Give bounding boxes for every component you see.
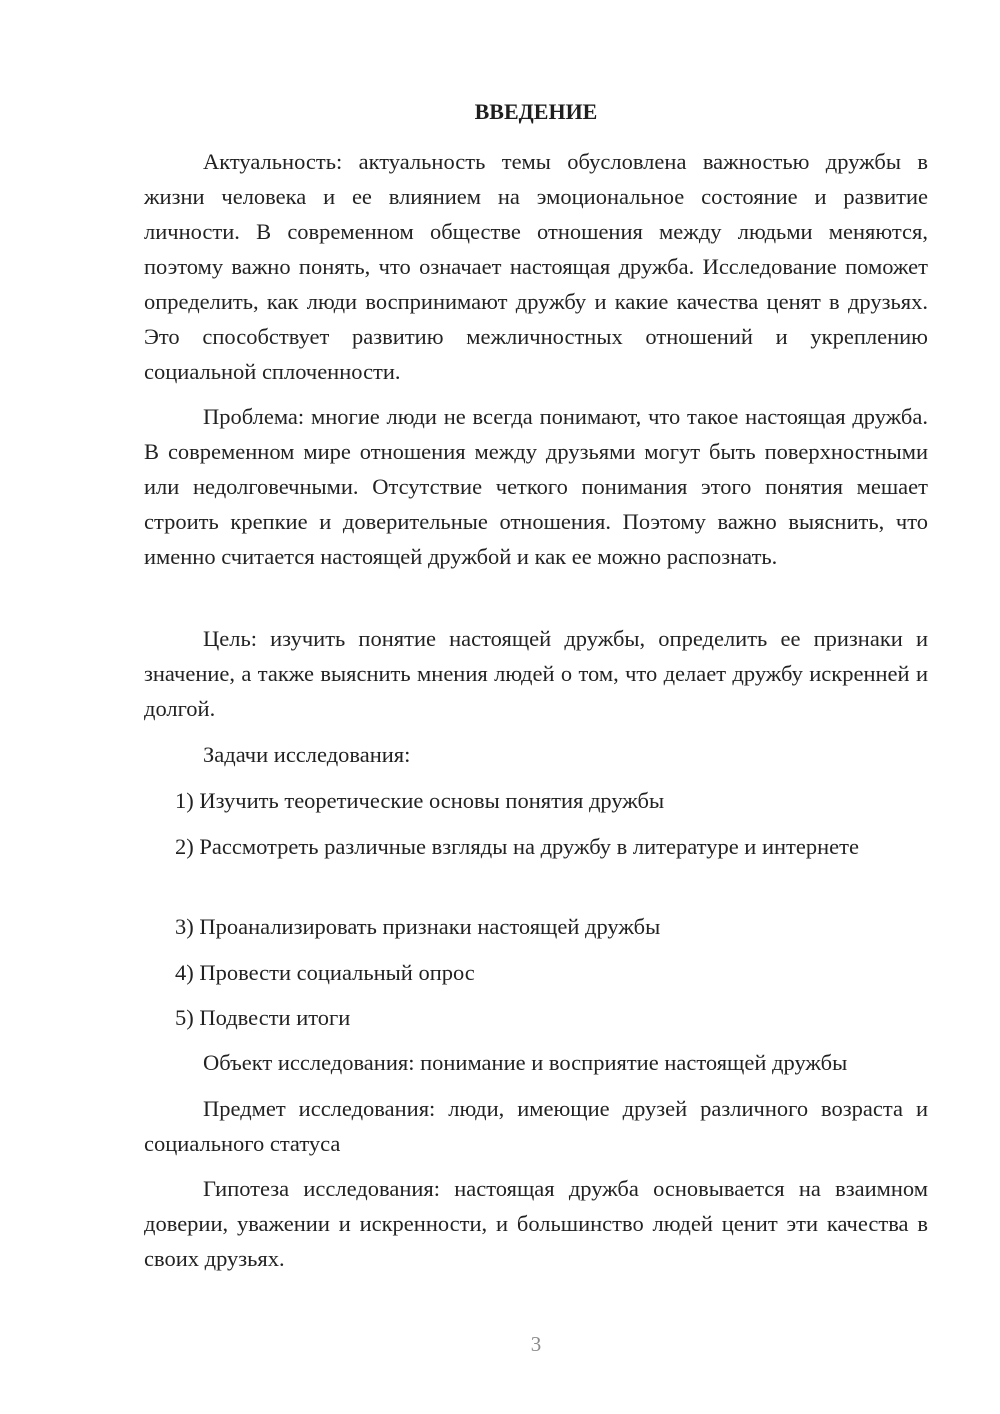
task-item: 4) Провести социальный опрос — [175, 960, 475, 985]
subject-paragraph: Предмет исследования: люди, имеющие друзей различного возраста и социального статуса — [144, 1096, 928, 1156]
problem-paragraph: Проблема: многие люди не всегда понимают, что такое настоящая дружба. В современном мире отношения между друзьями могут быть поверхностными или недолговечными. Отсутствие четкого понимания этого понятия мешает строить крепкие и доверительные отношения. Поэтому важно выяснить, что именно считается настоящей дружбой и как ее можно распознать. — [144, 404, 928, 569]
task-item: 2) Рассмотреть различные взгляды на дружбу в литературе и интернете — [175, 834, 859, 859]
task-item: 1) Изучить теоретические основы понятия дружбы — [175, 788, 665, 813]
task-item: 3) Проанализировать признаки настоящей дружбы — [175, 914, 661, 939]
page-title: ВВЕДЕНИЕ — [474, 99, 598, 124]
relevance-paragraph: Актуальность: актуальность темы обусловлена важностью дружбы в жизни человека и ее влиянием на эмоциональное состояние и развитие личности. В современном обществе отношения между людьми меняются, поэтому важно понять, что означает настоящая дружба. Исследование поможет определить, как люди воспринимают дружбу и какие качества ценят в друзьях. Это способствует развитию межличностных отношений и укреплению социальной сплоченности. — [144, 149, 928, 384]
task-item: 5) Подвести итоги — [175, 1005, 351, 1030]
object-paragraph: Объект исследования: понимание и восприятие настоящей дружбы — [203, 1050, 848, 1075]
hypothesis-paragraph: Гипотеза исследования: настоящая дружба основывается на взаимном доверии, уважении и искренности, и большинство людей ценит эти качества в своих друзьях. — [144, 1176, 928, 1271]
tasks-heading: Задачи исследования: — [203, 742, 411, 767]
goal-paragraph: Цель: изучить понятие настоящей дружбы, определить ее признаки и значение, а также выяснить мнения людей о том, что делает дружбу искренней и долгой. — [144, 626, 928, 721]
page-number: 3 — [530, 1332, 542, 1356]
